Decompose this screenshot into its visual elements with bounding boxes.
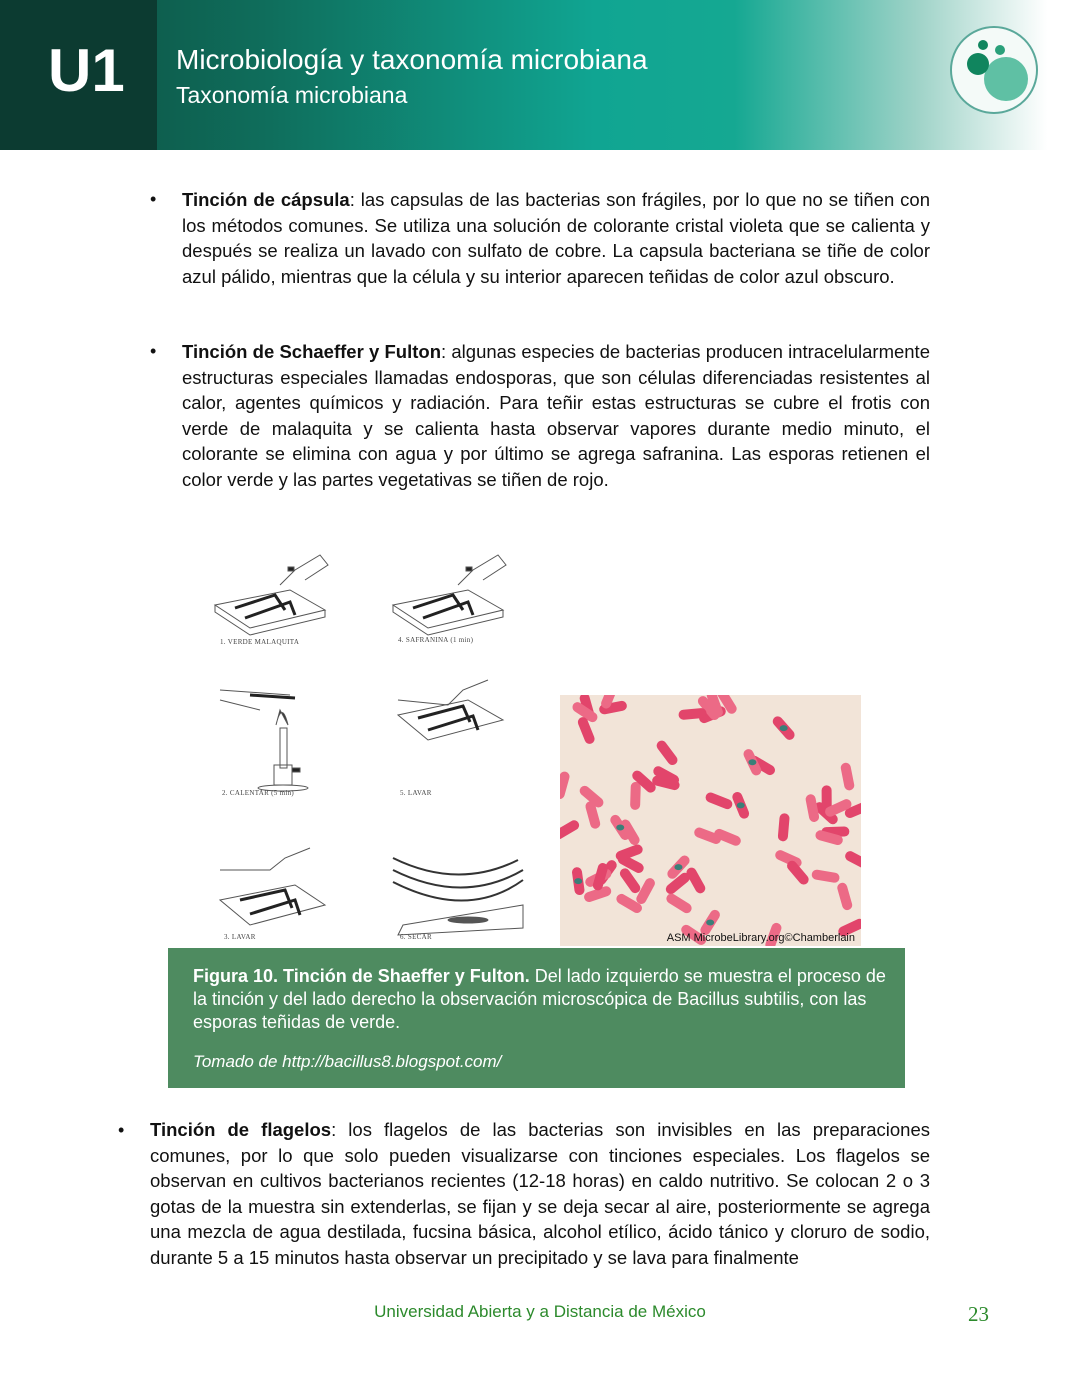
body-text: : los flagelos de las bacterias son invisibles en las preparaciones comunes, por lo que solo pueden visualizarse con tinciones especiales. Los flagelos se observan en cultivos bacterianos recientes (12-18 horas) en caldo nutritivo. Se colocan 2 o 3 gotas de la muestra sin extenderlas, se fijan y se deja secar al aire, posteriormente se agrega una mezcla de agua destilada, fucsina básica, alcohol etílico, ácido tánico y cloruro de sodio, durante 5 a 15 minutos hasta observar un precipitado y se lava para finalmente bbox=[150, 1119, 930, 1268]
page-number: 23 bbox=[968, 1302, 989, 1326]
spore bbox=[737, 802, 745, 808]
step-label: 4. SAFRANINA (1 min) bbox=[398, 636, 474, 644]
caption-source: Tomado de http://bacillus8.blogspot.com/ bbox=[193, 1052, 502, 1071]
spore bbox=[574, 878, 582, 884]
bacterium-cell bbox=[655, 739, 680, 767]
bacterium-cell bbox=[778, 813, 790, 842]
staining-procedure-diagram bbox=[200, 540, 540, 950]
page-header bbox=[0, 0, 1080, 150]
step-6-drawing bbox=[393, 858, 523, 935]
step-label: 6. SECAR bbox=[400, 933, 432, 941]
course-title: Microbiología y taxonomía microbiana bbox=[176, 44, 648, 75]
step-label: 1. VERDE MALAQUITA bbox=[220, 638, 300, 646]
bacillus-micrograph bbox=[560, 695, 861, 946]
spore bbox=[748, 759, 756, 765]
paragraph-schaeffer-fulton bbox=[182, 339, 930, 493]
step-4-drawing bbox=[393, 555, 506, 635]
spore bbox=[780, 725, 788, 731]
step-label: 3. LAVAR bbox=[224, 933, 256, 941]
bacterium-cell bbox=[704, 791, 734, 811]
spore bbox=[706, 920, 714, 926]
bacterium-cell bbox=[713, 827, 743, 847]
bacterium-cell bbox=[836, 882, 853, 912]
bacterium-cell bbox=[560, 770, 571, 800]
figure-caption bbox=[168, 948, 905, 1088]
spore bbox=[674, 864, 682, 870]
footer-institution: Universidad Abierta y a Distancia de México bbox=[374, 1302, 706, 1321]
caption-title: Figura 10. Tinción de Shaeffer y Fulton. bbox=[193, 966, 530, 986]
paragraph-capsule-stain bbox=[182, 187, 930, 289]
term: Tinción de cápsula bbox=[182, 189, 350, 210]
bacterium-cell bbox=[811, 869, 840, 883]
molecule-logo-icon bbox=[948, 24, 1040, 116]
step-label: 2. CALENTAR (5 min) bbox=[222, 789, 295, 797]
term: Tinción de flagelos bbox=[150, 1119, 332, 1140]
unit-badge bbox=[0, 0, 157, 150]
bacterium-cell bbox=[664, 892, 693, 915]
caption-text bbox=[193, 965, 893, 1034]
bullet-icon: • bbox=[150, 341, 157, 361]
body-text: : las capsulas de las bacterias son frágiles, por lo que no se tiñen con los métodos comunes. Se utiliza una solución de colorante cristal violeta que se calienta y después se realiza un lavado con sulfato de cobre. La capsula bacteriana se tiñe de color azul pálido, mientras que la célula y su interior aparecen teñidas de color azul obscuro. bbox=[182, 189, 930, 287]
step-2-drawing bbox=[220, 690, 308, 791]
step-5-drawing bbox=[398, 680, 503, 740]
spore bbox=[616, 824, 624, 830]
step-3-drawing bbox=[220, 848, 325, 925]
bacterium-cell bbox=[560, 818, 581, 841]
bullet-icon: • bbox=[150, 189, 157, 209]
body-text: : algunas especies de bacterias producen intracelularmente estructuras especiales llamadas endosporas, que son células diferenciadas resistentes al calor, agentes químicos y radiación. Para teñir estas estructuras se cubre el frotis con verde de malaquita y se calienta hasta observar vapores durante medio minuto, el colorante se elimina con agua y por último se agrega safranina. Las esporas retienen el color verde y las partes vegetativas se tiñen de rojo. bbox=[182, 341, 930, 490]
caption-body: Del lado izquierdo se muestra el proceso de la tinción y del lado derecho la observación microscópica de Bacillus subtilis, con las esporas teñidas de verde. bbox=[193, 966, 886, 1032]
bacterium-cell bbox=[840, 762, 855, 791]
step-1-drawing bbox=[215, 555, 328, 635]
unit-label: U1 bbox=[48, 37, 125, 104]
bacterium-cell bbox=[843, 849, 861, 871]
step-label: 5. LAVAR bbox=[400, 789, 432, 797]
section-subtitle: Taxonomía microbiana bbox=[176, 82, 408, 108]
bacterium-cell bbox=[630, 782, 641, 810]
bacteria-cells bbox=[560, 695, 861, 946]
image-credit: ASM MicrobeLibrary.org©Chamberlain bbox=[666, 932, 855, 944]
term: Tinción de Schaeffer y Fulton bbox=[182, 341, 442, 362]
paragraph-flagella-stain bbox=[150, 1117, 930, 1271]
bullet-icon: • bbox=[118, 1120, 125, 1140]
